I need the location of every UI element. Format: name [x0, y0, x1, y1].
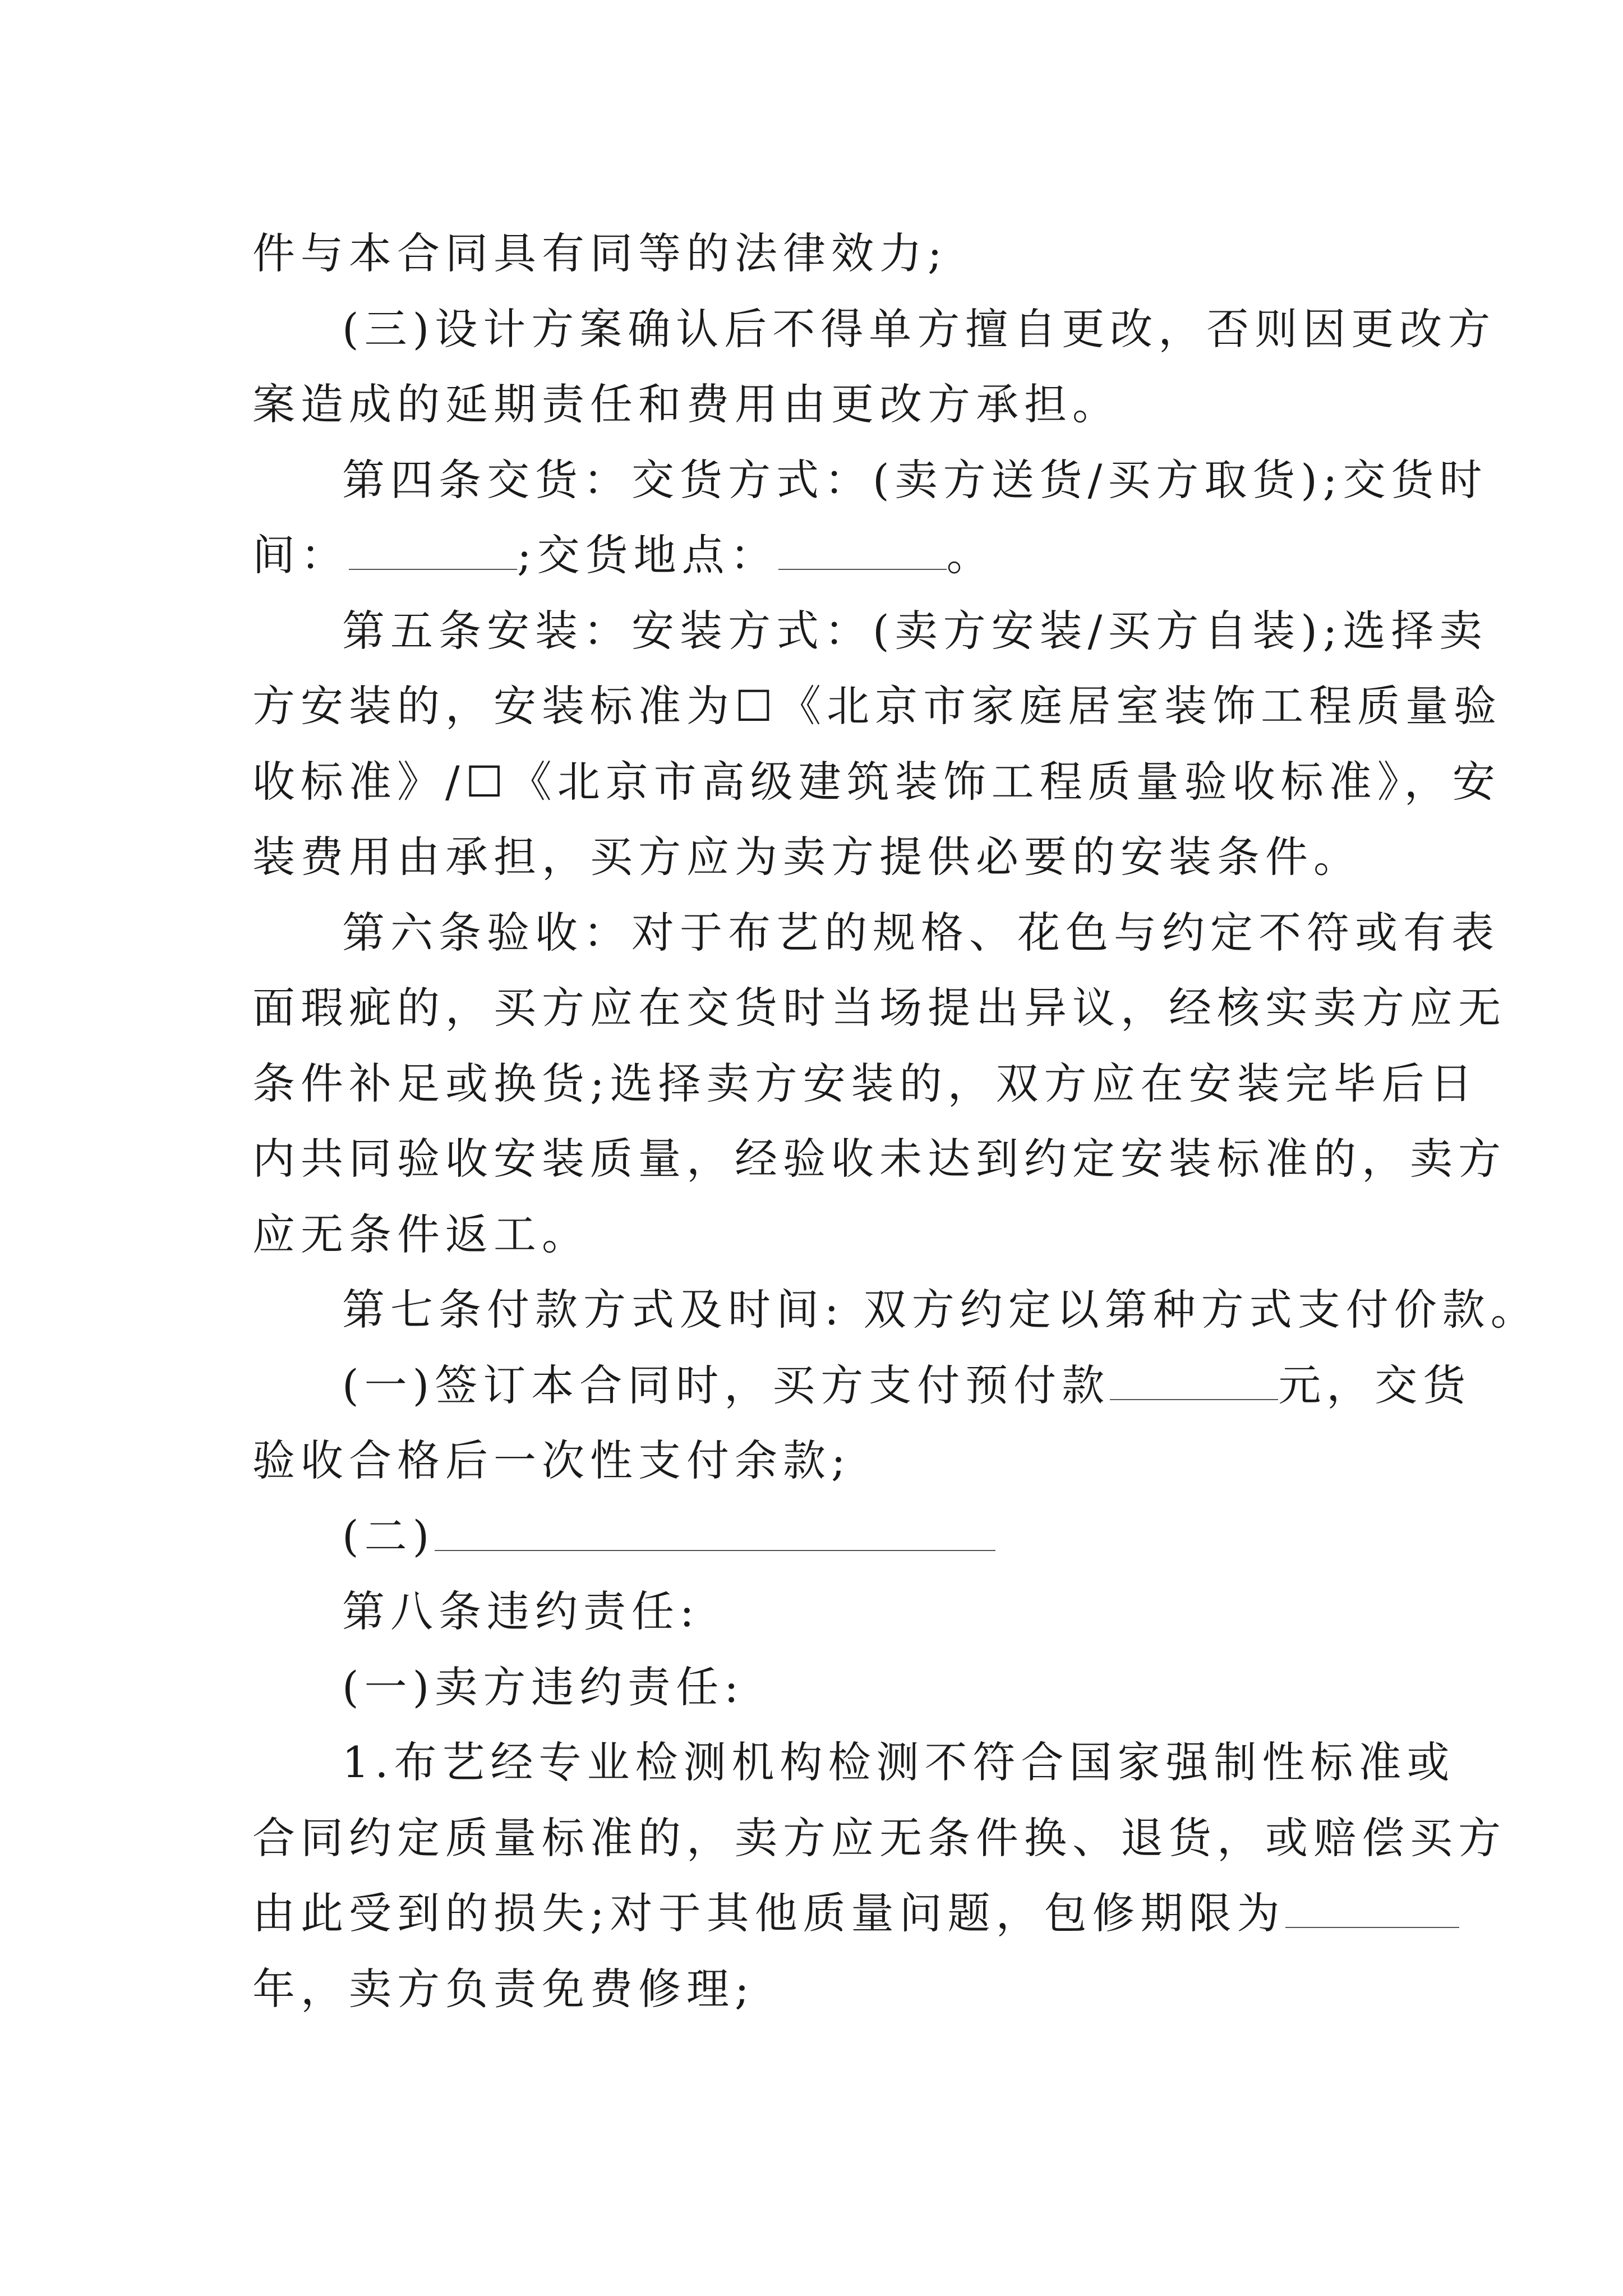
- line-text: 第七条付款方式及时间: 双方约定以第种方式支付价款。: [342, 1285, 1539, 1335]
- paragraph-line: [252, 367, 1388, 443]
- paragraph-line: [252, 1574, 1388, 1650]
- line-text: 由此受到的损失;对于其他质量问题，包修期限为: [252, 1888, 1285, 1938]
- line-text: 方安装的，安装标准为☐《北京市家庭居室装饰工程质量验: [252, 681, 1502, 731]
- line-text: 第六条验收：对于布艺的规格、花色与约定不符或有表: [342, 907, 1500, 958]
- document-body: [252, 216, 1539, 2027]
- paragraph-line: [252, 1952, 1388, 2027]
- line-text: 案造成的延期责任和费用由更改方承担。: [252, 379, 1121, 429]
- line-text: (三)设计方案确认后不得单方擅自更改，否则因更改方: [342, 303, 1496, 354]
- line-text: (一)卖方违约责任:: [342, 1662, 744, 1712]
- line-text: 装费用由承担，买方应为卖方提供必要的安装条件。: [252, 832, 1362, 882]
- paragraph-line: [252, 970, 1506, 1046]
- line-text: ;交货地点：: [517, 530, 778, 580]
- paragraph-line: [252, 895, 1500, 971]
- line-text: 第五条安装：安装方式：(卖方安装/买方自装);选择卖: [342, 605, 1488, 656]
- paragraph-line: [252, 744, 1501, 820]
- line-text: 。: [946, 530, 995, 580]
- paragraph-line: [252, 1197, 1388, 1273]
- paragraph-line: [252, 1499, 1388, 1575]
- line-text: 验收合格后一次性支付余款;: [252, 1435, 851, 1485]
- line-text: (二): [342, 1511, 435, 1561]
- line-text: 1.布艺经专业检测机构检测不符合国家强制性标准或: [342, 1737, 1455, 1787]
- delivery-place-blank: [778, 527, 947, 570]
- paragraph-line: [252, 518, 1388, 593]
- line-text: 条件补足或换货;选择卖方安装的，双方应在安装完毕后日: [252, 1058, 1478, 1108]
- line-text: 面瑕疵的，买方应在交货时当场提出异议，经核实卖方应无: [252, 983, 1506, 1033]
- line-text: 内共同验收安装质量，经验收未达到约定安装标准的，卖方: [252, 1134, 1506, 1184]
- prepayment-amount-blank: [1110, 1358, 1278, 1400]
- paragraph-line: [252, 1272, 1539, 1348]
- paragraph-line: [252, 669, 1502, 744]
- paragraph-line: [252, 1876, 1388, 1952]
- delivery-time-blank: [349, 527, 517, 570]
- line-text: 件与本合同具有同等的法律效力;: [252, 228, 948, 278]
- line-text: 年，卖方负责免费修理;: [252, 1963, 755, 2014]
- line-text: 第四条交货：交货方式：(卖方送货/买方取货);交货时: [342, 454, 1488, 505]
- paragraph-line: [252, 1046, 1478, 1122]
- line-text: 合同约定质量标准的，卖方应无条件换、退货，或赔偿买方: [252, 1812, 1506, 1863]
- paragraph-line: [252, 593, 1488, 669]
- paragraph-line: [252, 1121, 1506, 1197]
- paragraph-line: [252, 1348, 1472, 1424]
- payment-option-two-blank: [435, 1508, 995, 1551]
- line-text: 元，交货: [1278, 1360, 1472, 1410]
- paragraph-line: [252, 1650, 1388, 1726]
- paragraph-line: [252, 443, 1488, 518]
- paragraph-line: [252, 216, 1388, 292]
- line-text: 第八条违约责任:: [342, 1586, 700, 1636]
- warranty-period-blank: [1285, 1885, 1459, 1928]
- paragraph-line: [252, 820, 1388, 895]
- paragraph-line: [252, 292, 1496, 367]
- line-text: (一)签订本合同时，买方支付预付款: [342, 1360, 1110, 1410]
- line-text: 间：: [252, 530, 349, 580]
- line-text: 收标准》/☐《北京市高级建筑装饰工程质量验收标准》，安: [252, 756, 1501, 807]
- line-text: 应无条件返工。: [252, 1209, 590, 1259]
- paragraph-line: [252, 1801, 1506, 1876]
- paragraph-line: [252, 1423, 1388, 1499]
- paragraph-line: [252, 1725, 1455, 1801]
